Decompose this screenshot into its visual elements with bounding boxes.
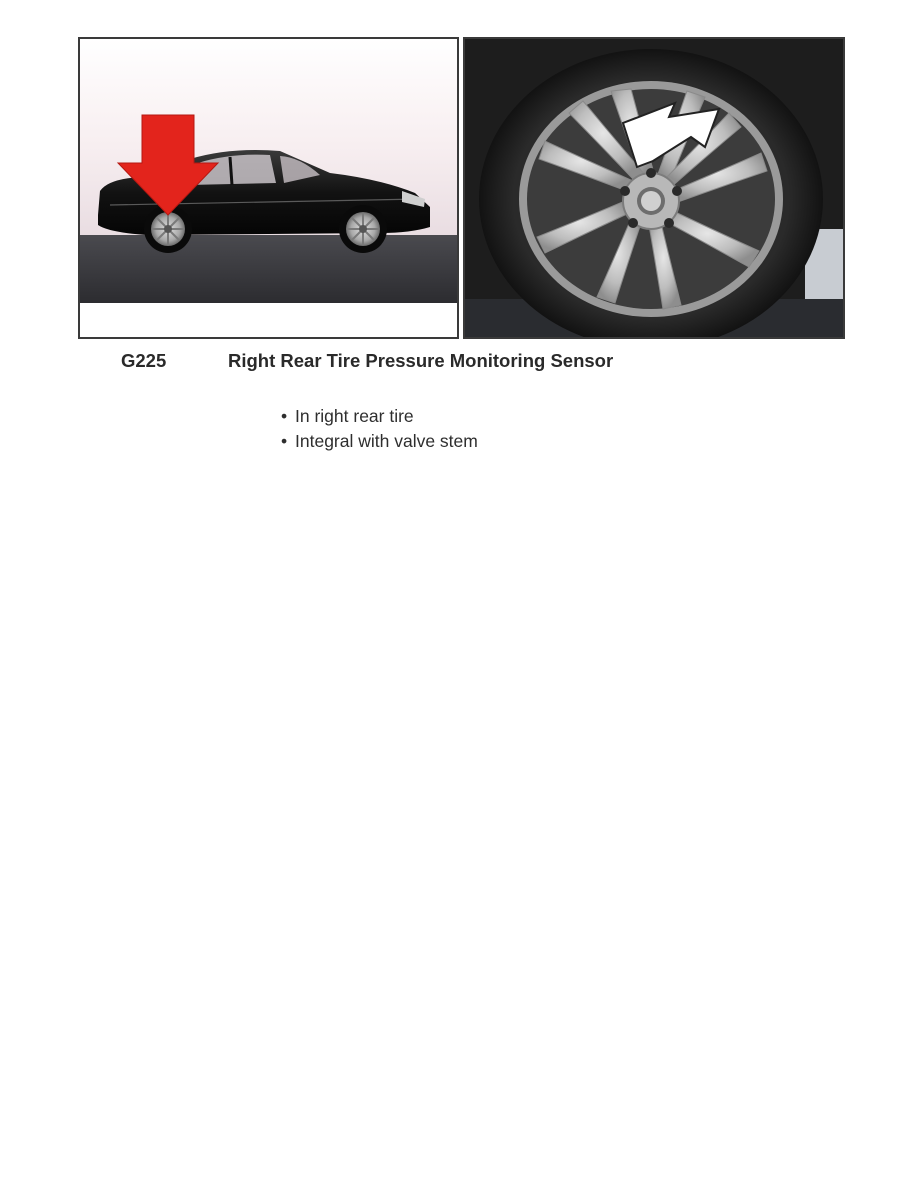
bullet-text: In right rear tire [295,406,414,426]
list-item [281,404,478,429]
list-item [281,429,478,454]
bullet-text: Integral with valve stem [295,431,478,451]
wheel-photo-panel [463,37,845,339]
figure-caption [121,350,613,372]
wheel-closeup-image [465,39,843,337]
car-photo-panel [78,37,459,339]
component-title: Right Rear Tire Pressure Monitoring Sensor [228,350,614,371]
car-side-view-image [80,39,457,337]
component-code: G225 [121,350,167,371]
bullet-list [281,404,478,454]
bullet-marker: • [281,431,288,451]
bullet-marker: • [281,406,288,426]
